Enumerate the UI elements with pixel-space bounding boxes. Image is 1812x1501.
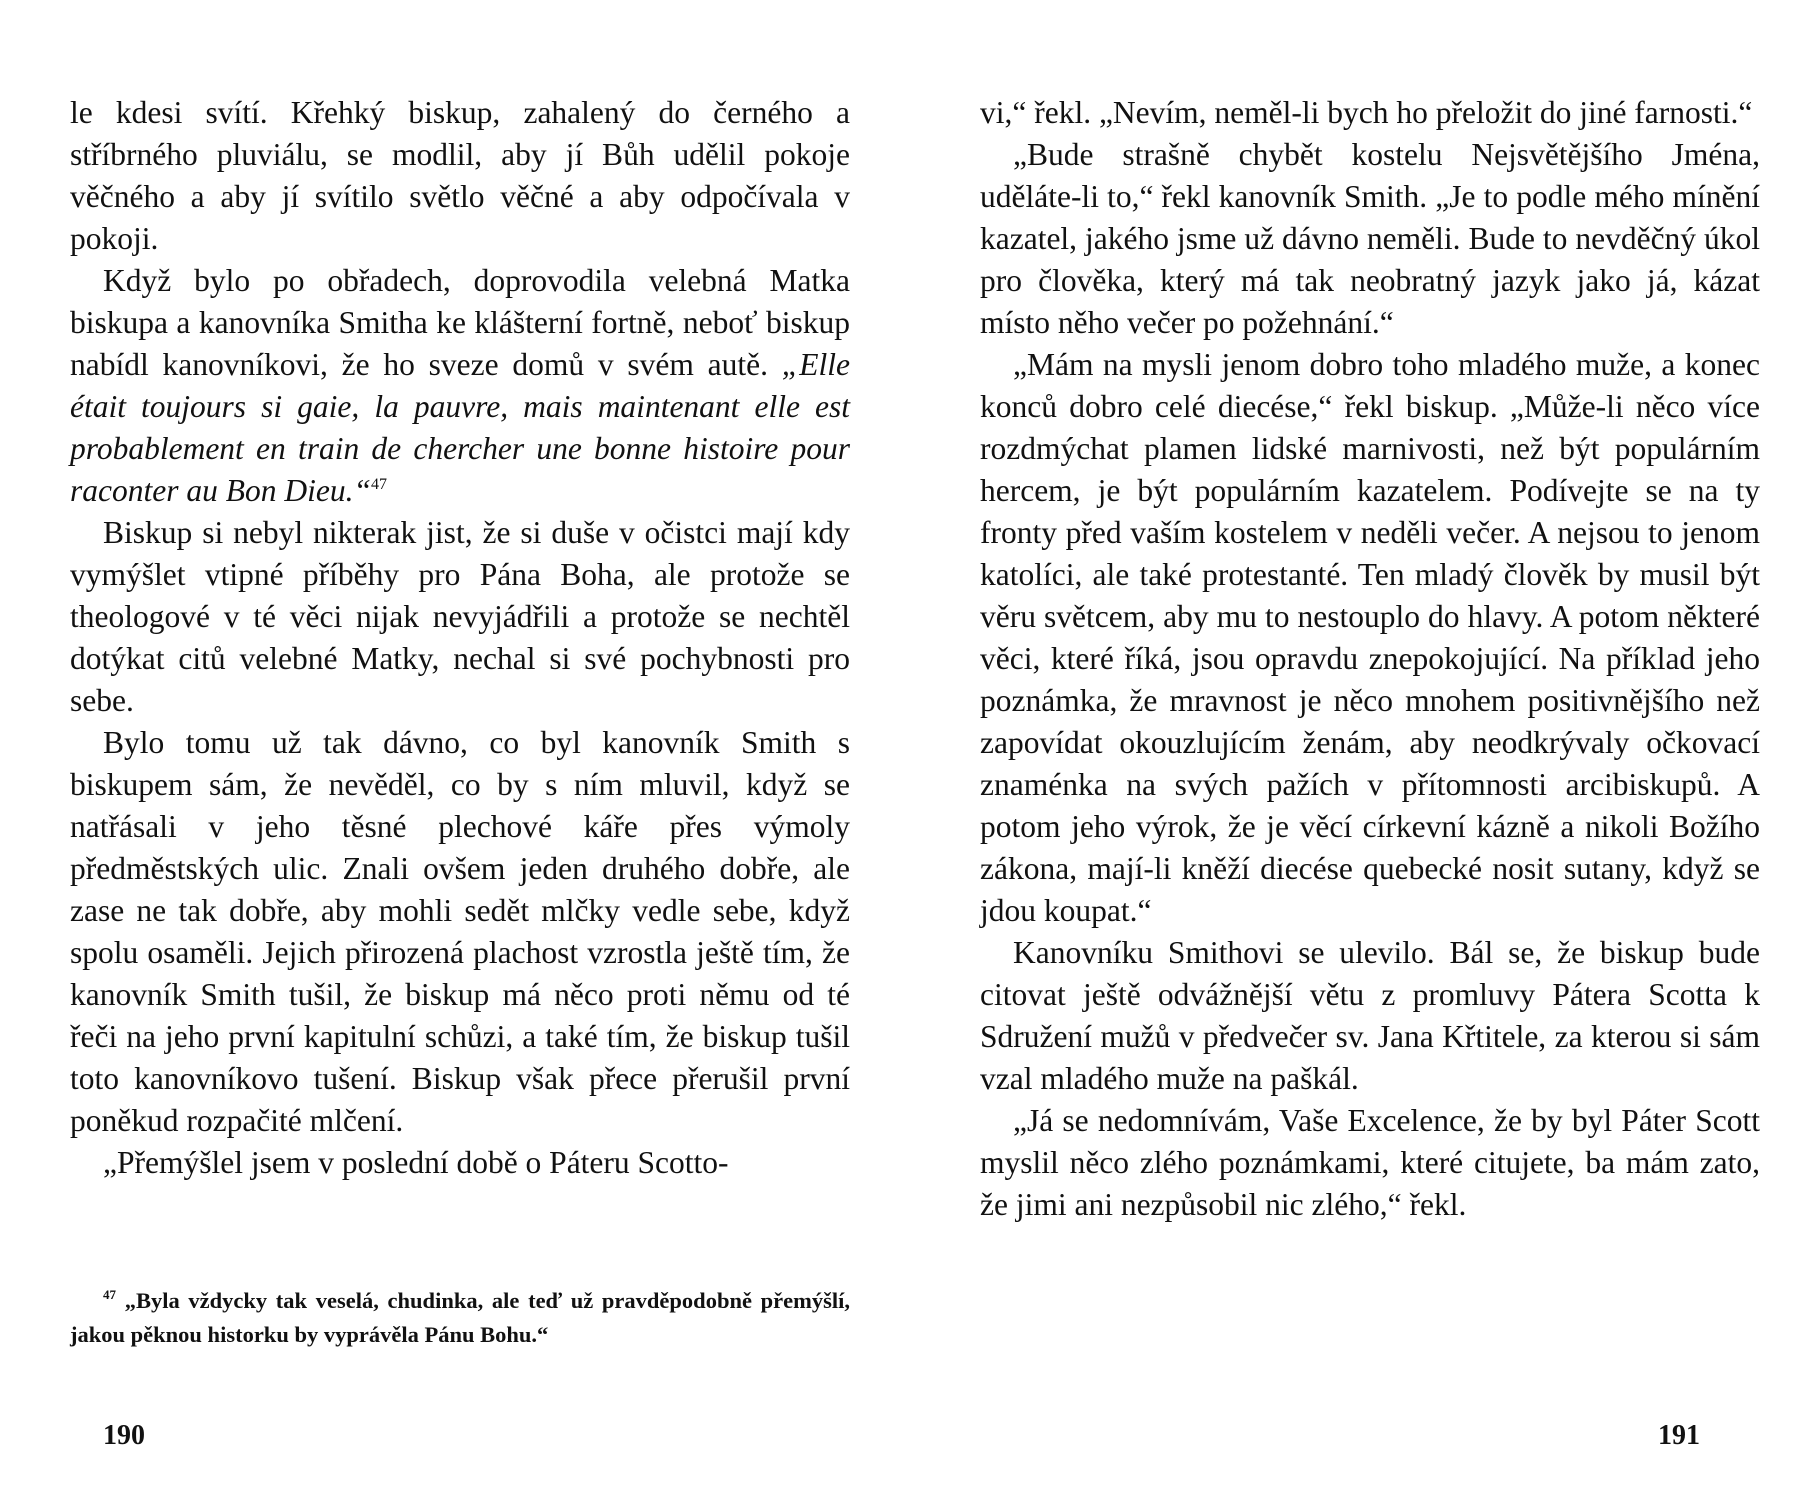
paragraph: vi,“ řekl. „Nevím, neměl-li bych ho přeložit do jiné farnosti.“ bbox=[980, 95, 1753, 130]
page-number-right: 191 bbox=[1658, 1420, 1700, 1451]
paragraph: le kdesi svítí. Křehký biskup, zahalený do černého a stříbrného pluviálu, se modlil, aby jí Bůh udělil pokoje věčného a aby jí svítilo světlo věčné a aby odpočívala v pokoji. bbox=[70, 95, 850, 256]
french-quote: „Elle était toujours si gaie, la pauvre, mais maintenant elle est probablement en train de chercher une bonne histoire pour raconter au Bon Dieu.“ bbox=[70, 347, 850, 508]
paragraph bbox=[70, 260, 850, 512]
footnote-text: „Byla vždycky tak veselá, chudinka, ale teď už pravděpodobně přemýšlí, jakou pěknou historku by vyprávěla Pánu Bohu.“ bbox=[70, 1288, 851, 1347]
left-page-body bbox=[70, 92, 850, 1184]
page-number-left: 190 bbox=[103, 1420, 145, 1451]
paragraph: Bylo tomu už tak dávno, co byl kanovník Smith s biskupem sám, že nevěděl, co by s ním mluvil, když se natřásali v jeho těsné plechové káře přes výmoly předměstských ulic. Znali ovšem jeden druhého dobře, ale zase ne tak dobře, aby mohli sedět mlčky vedle sebe, když spolu osaměli. Jejich přirozená plachost vzrostla ještě tím, že kanovník Smith tušil, že biskup má něco proti němu od té řeči na jeho první kapitulní schůzi, a také tím, že biskup tušil toto kanovníkovo tušení. Biskup však přece přerušil první poněkud rozpačité mlčení. bbox=[70, 725, 850, 1138]
right-page bbox=[980, 92, 1760, 1226]
paragraph: Biskup si nebyl nikterak jist, že si duše v očistci mají kdy vymýšlet vtipné příběhy pro Pána Boha, ale protože se theologové v té věci nijak nevyjádřili a protože se nechtěl dotýkat citů velebné Matky, nechal si své pochybnosti pro sebe. bbox=[70, 515, 850, 718]
paragraph: „Mám na mysli jenom dobro toho mladého muže, a konec konců dobro celé diecése,“ řekl biskup. „Může-li něco více rozdmýchat plamen lidské marnivosti, než být populárním hercem, je být populárním kazatelem. Podívejte se na ty fronty před vaším kostelem v neděli večer. A nejsou to jenom katolíci, ale také protestanté. Ten mladý člověk by musil být věru světcem, aby mu to nestouplo do hlavy. A potom některé věci, které říká, jsou opravdu znepokojující. Na příklad jeho poznámka, že mravnost je něco mnohem positivnějšího než zapovídat okouzlujícím ženám, aby neodkrývaly očkovací znaménka na svých pažích v přítomnosti arcibiskupů. A potom jeho výrok, že je věcí církevní kázně a nikoli Božího zákona, mají-li kněží diecése quebecké nosit sutany, když se jdou koupat.“ bbox=[980, 347, 1760, 928]
paragraph: „Já se nedomnívám, Vaše Excelence, že by byl Páter Scott myslil něco zlého poznámkami, které citujete, ba mám zato, že jimi ani nezpůsobil nic zlého,“ řekl. bbox=[980, 1103, 1760, 1222]
paragraph: „Přemýšlel jsem v poslední době o Páteru Scotto- bbox=[103, 1145, 729, 1180]
left-page bbox=[70, 92, 850, 1184]
paragraph-text: Když bylo po obřadech, doprovodila velebná Matka biskupa a kanovníka Smitha ke klášterní fortně, neboť biskup nabídl kanovníkovi, že ho sveze domů v svém autě. bbox=[70, 263, 850, 382]
right-page-body bbox=[980, 92, 1760, 1226]
paragraph: Kanovníku Smithovi se ulevilo. Bál se, že biskup bude citovat ještě odvážnější větu z promluvy Pátera Scotta k Sdružení mužů v předvečer sv. Jana Křtitele, za kterou si sám vzal mladého muže na paškál. bbox=[980, 935, 1760, 1096]
paragraph: „Bude strašně chybět kostelu Nejsvětějšího Jména, uděláte-li to,“ řekl kanovník Smith. „Je to podle mého mínění kazatel, jakého jsme už dávno neměli. Bude to nevděčný úkol pro člověka, který má tak neobratný jazyk jako já, kázat místo něho večer po požehnání.“ bbox=[980, 137, 1760, 340]
footnote-number: 47 bbox=[103, 1287, 116, 1302]
footnote bbox=[70, 1284, 850, 1352]
footnote-reference: 47 bbox=[370, 476, 387, 493]
footnote-paragraph bbox=[70, 1284, 850, 1352]
